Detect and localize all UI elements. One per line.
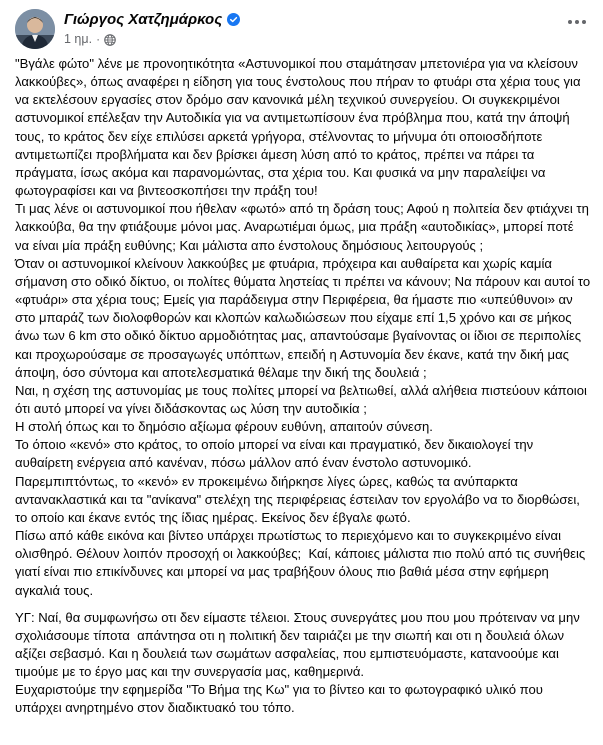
author-name[interactable]: Γιώργος Χατζημάρκος [64,11,223,28]
post-paragraph: Παρεμπιπτόντως, το «κενό» εν προκειμένω διήρκησε λίγες ώρες, καθώς τα ανύπαρκτα αντανακλαστικά και τα "ανίκανα" στελέχη της περιφέρειας έστειλαν τον εργολάβο να το διορθώσει, το οποίο και έκανε εντός της ίδιας ημέρας. Εκείνος δεν έβγαλε φωτό. [15,473,584,525]
verified-badge-icon [227,13,240,26]
post-body [15,55,594,718]
avatar-photo [15,9,55,49]
post-paragraph: Το όποιο «κενό» στο κράτος, το οποίο μπορεί να είναι και πραγματικό, δεν δικαιολογεί την αυθαίρετη ενέργεια από κανέναν, πόσω μάλλον από έναν ένστολο αστυνομικό. [15,437,537,471]
author-avatar[interactable] [15,9,55,49]
author-line [64,10,240,29]
post-meta [64,31,240,47]
post-paragraph: Τι μας λένε οι αστυνομικοί που ήθελαν «φωτό» από τη δράση τους; Αφού η πολιτεία δεν φτιάχνει τη λακκούβα, θα την φτιάξουμε μόνοι μας. Αναρωτιέμαι όμως, μια πράξη «αυτοδικίας», μπορεί ποτέ να είναι μία πράξη ευθύνης; Και μάλιστα απο ένστολους δημόσιους λειτουργούς ; [15,201,593,253]
post-paragraph: Όταν οι αστυνομικοί κλείνουν λακκούβες με φτυάρια, πρόχειρα και αυθαίρετα και χωρίς καμία σήμανση στο οδικό δίκτυο, οι πολίτες θύματα ληστείας τι πρέπει να κάνουν; Να πάρουν και αυτοί το «φτυάρι» στα χέρια τους; Εμείς για παράδειγμα στην Περιφέρεια, θα ήμαστε πιο «υπεύθυνοι» αν στο μπαράζ των διολοφθορών και κλοπών καλωδιώσεων που είχαμε επί 1,5 χρόνο και σε μήκος άνω των 6 km στο οδικό δίκτυο αρμοδιότητας μας, απαντούσαμε βγαίνοντας οι ίδιοι σε περιπολίες και προχωρούσαμε σε προσαγωγές υπόπτων, επειδή η Αστυνομία δεν έκανε, κατά την δική μας άποψη, όσο σύντομα και αποτελεσματικά θέλαμε την δική της δουλειά ; [15,255,594,380]
globe-icon[interactable] [104,33,116,45]
author-block [64,10,240,47]
post-timestamp[interactable]: 1 ημ. [64,32,93,46]
post-header [0,0,603,48]
post-paragraph: Ναι, η σχέση της αστυνομίας με τους πολίτες μπορεί να βελτιωθεί, αλλά αλήθεια πιστεύουν κάποιοι ότι αυτό μπορεί να γίνει διδάσκοντας ως λύση την αυτοδικία ; [15,382,591,416]
post-paragraph: Η στολή όπως και το δημόσιο αξίωμα φέρουν ευθύνη, απαιτούν σύνεση. [15,419,433,435]
post-paragraph: "Βγάλε φώτο" λένε με προνοητικότητα «Αστυνομικοί που σταμάτησαν μπετονιέρα για να κλείσουν λακκούβες», όπως αναφέρει η είδηση για τους ένστολους που πήραν το φτυάρι στα χέρια τους για να εκτελέσουν εργασίες στον δρόμο σαν κανονικά μέλη τεχνικού συνεργείου. Οι συγκεκριμένοι αστυνομικοί επέλεξαν την Αυτοδικία για να αντιμετωπίσουν ένα πρόβλημα που, κατά την άποψή τους, το κράτος δεν είχε επιλύσει αρκετά γρήγορα, στέλνοντας το μήνυμα ότι οποιοσδήποτε αντιμετωπίζει προβλήματα και δεν βρίσκει άμεση λύση από το κράτος, πρέπει να πάρει τα πράγματα, ίσως ακόμα και παρανομώντας, στα χέρια του. Και φυσικά να μην παραλείψει να φωτογραφίσει και να βιντεοσκοπήσει την πράξη του! [15,56,585,199]
more-options-icon[interactable] [565,14,589,30]
postscript-paragraph: ΥΓ: Ναί, θα συμφωνήσω οτι δεν είμαστε τέλειοι. Στους συνεργάτες μου που μου πρότειναν να μην σχολιάσουμε τίποτα απάντησα οτι η πολιτική δεν ταιριάζει με την σιωπή και οτι η δουλειά όλων αξίζει σεβασμό. Και η δουλειά των σωμάτων ασφαλείας, που εμπιστευόμαστε, κατανοούμε και τιμούμε με το έργο μας και την συνεργασία μας, καθημερινά. [15,609,584,680]
meta-separator: · [96,32,101,46]
post-paragraph: Πίσω από κάθε εικόνα και βίντεο υπάρχει πρωτίστως το περιεχόμενο και το συγκεκριμένο είναι ολισθηρό. Θέλουν λοιπόν προσοχή οι λακκούβες; Καί, κάποιες μάλιστα πιο πολύ από τις συνήθεις γιατί είναι πιο επικίνδυνες και μπορεί να μας τραβήξουν όλους πιο βαθιά μέσα στην εφήμερη αγκαλιά τους. [15,528,589,598]
postscript-paragraph: Ευχαριστούμε την εφημερίδα "Το Βήμα της Κω" για το βίντεο και το φωτογραφικό υλικό που υπάρχει ανηρτημένο στον διαδικτυακό του τόπο. [15,682,547,716]
